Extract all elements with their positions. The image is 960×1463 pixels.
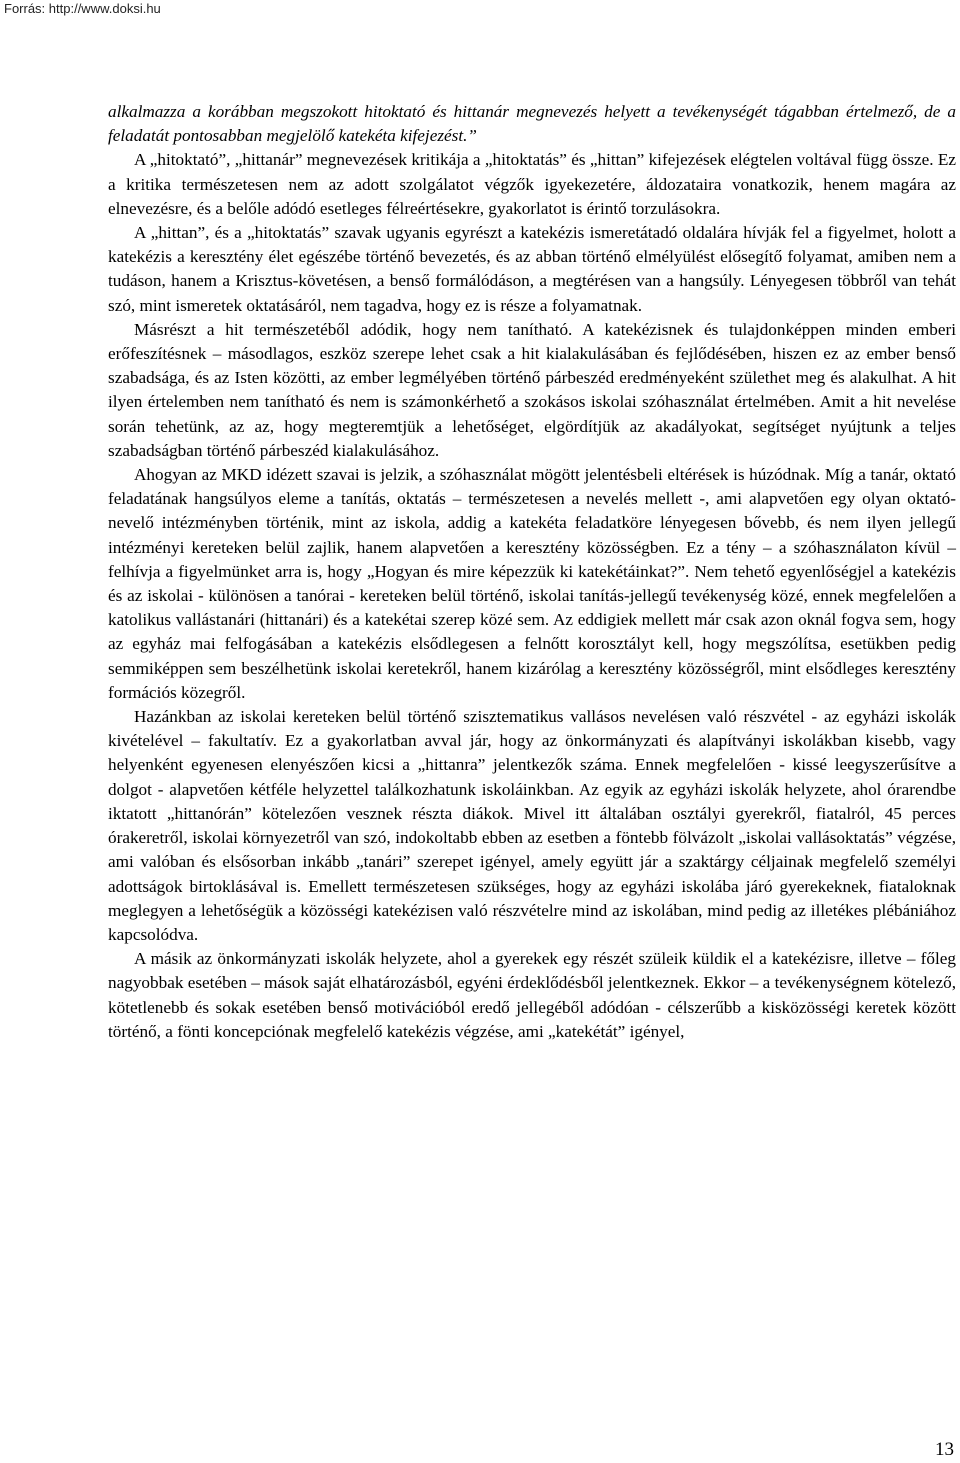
source-header: Forrás: http://www.doksi.hu — [4, 1, 161, 16]
paragraph-critique: A „hitoktató”, „hittanár” megnevezések kritikája a „hitoktatás” és „hittan” kifejezések elégtelen voltával függ össze. Ez a kritika természetesen nem az adott szolgálatot végzők igyekezetére, áldozataira vonatkozik, henem magára az elnevezésre, és a belőle adódó esetleges félreértésekre, gyakorlatot is érintő torzulásokra. — [108, 150, 956, 218]
page-number: 13 — [935, 1439, 954, 1460]
paragraph-faith-not-teachable: Másrészt a hit természetéből adódik, hogy nem tanítható. A katekézisnek és tulajdonképpen minden emberi erőfeszítésnek – másodlagos, eszköz szerepe lehet csak a hit kialakulásában és fejlődésében, hiszen ez az ember benső szabadsága, és az Isten közötti, az ember legmélyében történő párbeszéd eredményeként születhet meg és alakulhat. A hit ilyen értelemben nem tanítható és nem is számonkérhető a szokásos iskolai szóhasználat értelmében. Amit a hit nevelése során tehetünk, az az, hogy megteremtjük a lehetőséget, elgördítjük az akadályokat, segítséget nyújtunk a teljes szabadságban történő párbeszéd kialakulásához. — [108, 319, 956, 460]
paragraph-mkd-terminology: Ahogyan az MKD idézett szavai is jelzik, a szóhasználat mögött jelentésbeli eltérések is húzódnak. Míg a tanár, oktató feladatának hangsúlyos eleme a tanítás, oktatás – természetesen a nevelés mellett -, ami alapvetően egy olyan oktató-nevelő intézményben történik, mint az iskola, addig a katekéta feladatköre lényegesen bővebb, és nem ilyen jellegű intézményi kereteken belül zajlik, hanem alapvetően a keresztény közösségben. Ez a tény – a szóhasználaton kívül – felhívja a figyelmünket arra is, hogy „Hogyan és mire képezzük ki katekétáinkat?”. Nem tehető egyenlőségjel a katekézis és az iskolai - különösen a tanórai - kereteken belül történő, iskolai tanítás-jellegű tevékenység közé, ennek megfelelően a katolikus vallástanári (hittanári) és a katekétai szerep közé sem. Az eddigiek mellett már csak azon oknál fogva sem, hogy az egyház mai felfogásában a katekézis elsődlegesen a felnőtt korosztályt kell, hogy megszólítsa, esetükben pedig semmiképpen sem beszélhetünk iskolai keretekről, hanem kizárólag a keresztény közösségről, mint elsődleges keresztény formációs közegről. — [108, 465, 956, 702]
paragraph-quote-end: alkalmazza a korábban megszokott hitoktató és hittanár megnevezés helyett a tevékenységét tágabban értelmező, de a feladatát pontosabban megjelölő katekéta kifejezést.” — [108, 102, 956, 146]
paragraph-hittan-terms: A „hittan”, és a „hitoktatás” szavak ugyanis egyrészt a katekézis ismeretátadó oldalára hívják fel a figyelmet, holott a katekézis a keresztény élet egészébe történő bevezetés, és az abban történő elmélyülést elősegítő folyamat, amiben nem a tudáson, hanem a Krisztus-követésen, a benső formálódáson, a megtérésen van a hangsúly. Lényegesen többről van tehát szó, mint ismeretek oktatásáról, nem tagadva, hogy ez is része a folyamatnak. — [108, 223, 956, 315]
document-body — [108, 100, 956, 1044]
paragraph-school-context: Hazánkban az iskolai kereteken belül történő szisztematikus vallásos nevelésen való részvétel - az egyházi iskolák kivételével – fakultatív. Ez a gyakorlatban avval jár, hogy az önkormányzati és alapítványi iskolákban kisebb, vagy helyenként egyenesen elenyészően kicsi a „hittanra” jelentkezők száma. Ennek megfelelően - kissé leegyszerűsítve a dolgot - alapvetően kétféle helyzettel találkozhatunk iskoláinkban. Az egyik az egyházi iskolák helyzete, ahol órarendbe iktatott „hittanórán” kötelezően vesznek részta diákok. Mivel itt általában osztályi gyerekről, fiatalról, 45 perces órakeretről, iskolai környezetről van szó, indokoltabb ebben az esetben a föntebb fölvázolt „iskolai vallásoktatás” végzése, ami valóban és elsősorban inkább „tanári” szerepet igényel, amely együtt jár a szaktárgy céljainak megfelelő személyi adottságok birtoklásával is. Emellett természetesen szükséges, hogy az egyházi iskolába járó gyerekeknek, fiataloknak meglegyen a lehetőségük a közösségi katekézisen való részvételre mind az iskolában, mind pedig az illetékes plébániához kapcsolódva. — [108, 707, 956, 944]
paragraph-municipal-schools: A másik az önkormányzati iskolák helyzete, ahol a gyerekek egy részét szüleik küldik el a katekézisre, illetve – főleg nagyobbak esetében – mások saját elhatározásból, egyéni érdeklődésből jelentkeznek. Ekkor – a tevékenységnem kötelező, kötetlenebb és sokak esetében benső motivációból eredő jellegéből adódóan - célszerűbb a kisközösségi keretek között történő, a fönti koncepciónak megfelelő katekézis végzése, ami „katekétát” igényel, — [108, 949, 956, 1041]
